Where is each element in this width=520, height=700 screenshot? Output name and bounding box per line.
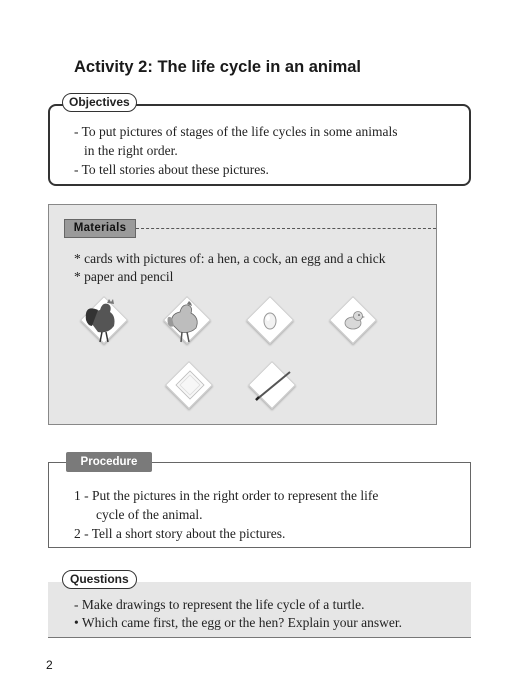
chick-picture: [340, 306, 368, 334]
procedure-step-2: 2 - Tell a short story about the pictures.: [74, 526, 286, 541]
objective-line-1: - To put pictures of stages of the life cycles in some animals: [74, 124, 398, 139]
pencil-picture: [250, 366, 296, 406]
procedure-steps: [74, 486, 464, 543]
question-2: • Which came first, the egg or the hen? Explain your answer.: [74, 615, 402, 630]
materials-divider: [136, 228, 436, 229]
procedure-step-1-cont: cycle of the animal.: [96, 507, 203, 522]
questions-label: Questions: [62, 570, 137, 589]
material-item-cards: * cards with pictures of: a hen, a cock, an egg and a chick: [74, 251, 386, 266]
materials-label: Materials: [64, 219, 136, 238]
objectives-text: [74, 122, 464, 179]
hen-picture: [160, 294, 210, 346]
egg-picture: [260, 310, 280, 332]
cock-picture: [78, 294, 128, 346]
question-1: - Make drawings to represent the life cycle of a turtle.: [74, 597, 365, 612]
objective-line-2: in the right order.: [84, 143, 178, 158]
page-number: 2: [46, 658, 53, 672]
objective-line-3: - To tell stories about these pictures.: [74, 162, 269, 177]
questions-list: [74, 596, 469, 632]
paper-picture: [170, 365, 210, 405]
procedure-step-1: 1 - Put the pictures in the right order to represent the life: [74, 488, 379, 503]
activity-title: Activity 2: The life cycle in an animal: [74, 58, 362, 76]
materials-list: [74, 250, 434, 286]
material-item-paper: * paper and pencil: [74, 269, 174, 284]
objectives-label: Objectives: [62, 93, 137, 112]
procedure-label: Procedure: [66, 452, 152, 472]
